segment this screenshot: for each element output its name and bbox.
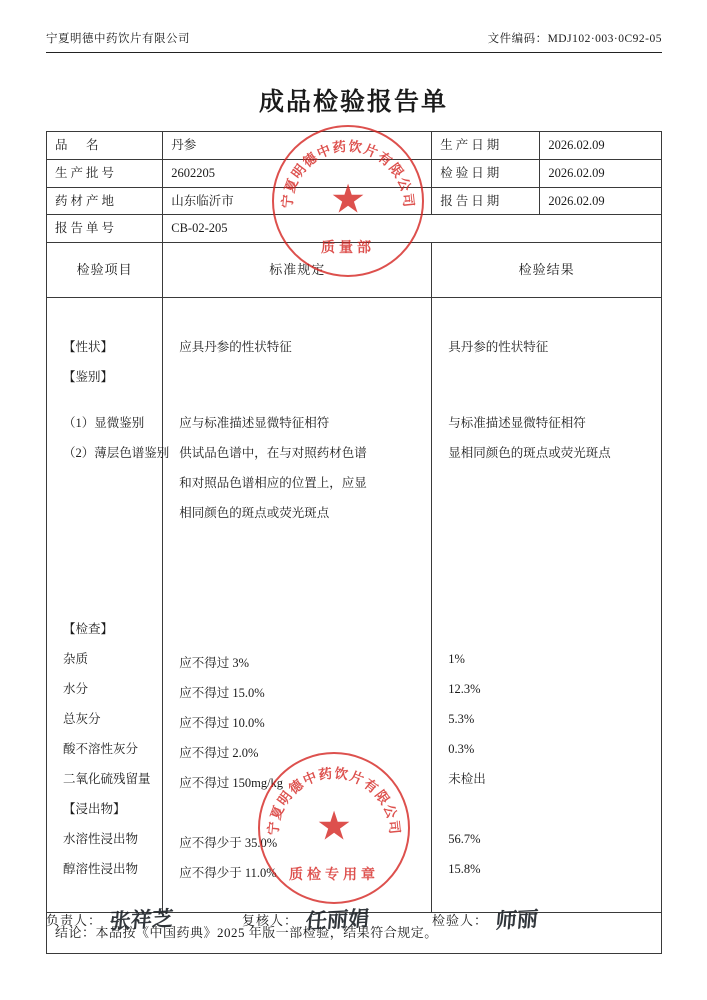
report-table bbox=[46, 131, 662, 954]
item-zonghuifen: 总灰分 bbox=[63, 712, 101, 726]
std-zonghuifen: 应不得过 10.0% bbox=[179, 716, 265, 730]
item-zazhi: 杂质 bbox=[63, 652, 89, 666]
signature-inspector bbox=[432, 899, 622, 934]
column-header-row bbox=[47, 243, 662, 298]
res-zazhi: 1% bbox=[448, 652, 465, 666]
item-suanburong: 酸不溶性灰分 bbox=[63, 742, 139, 756]
report-no-label: 报告单号 bbox=[47, 215, 163, 243]
std-jianbie-2b: 和对照品色谱相应的位置上，应显 bbox=[179, 476, 367, 490]
seal-bottom-sub: 质检专用章 bbox=[289, 868, 379, 883]
inspect-date-label: 检验日期 bbox=[432, 159, 540, 187]
res-chunrong: 15.8% bbox=[448, 862, 481, 876]
inspector-label: 检验人： bbox=[432, 913, 489, 928]
res-shuifen: 12.3% bbox=[448, 682, 481, 696]
seal-top-company: 宁夏明德中药饮片有限公司 bbox=[279, 138, 417, 209]
item-jianbie-2: （2）薄层色谱鉴别 bbox=[63, 446, 170, 460]
product-name-value: 丹参 bbox=[163, 132, 432, 160]
product-name-label: 品 名 bbox=[47, 132, 163, 160]
item-jinchu-title: 【浸出物】 bbox=[63, 802, 126, 816]
origin-value: 山东临沂市 bbox=[163, 187, 432, 215]
inspector-signature: 师丽 bbox=[494, 905, 540, 934]
page-title: 成品检验报告单 bbox=[258, 89, 448, 116]
signature-reviewer bbox=[242, 899, 432, 934]
item-shuifen: 水分 bbox=[63, 682, 89, 696]
std-shuirong: 应不得少于 35.0% bbox=[179, 836, 278, 850]
res-suanburong: 0.3% bbox=[448, 742, 475, 756]
inspection-items-cell bbox=[47, 298, 170, 913]
seal-top-sub: 质量部 bbox=[321, 241, 375, 256]
item-so2: 二氧化硫残留量 bbox=[63, 772, 151, 786]
res-jianbie-2: 显相同颜色的斑点或荧光斑点 bbox=[448, 446, 611, 460]
inspection-results-cell bbox=[432, 298, 662, 913]
res-xingzhuang: 具丹参的性状特征 bbox=[448, 340, 549, 354]
document-code: 文件编码：MDJ102·003·0C92-05 bbox=[487, 33, 662, 45]
reviewer-signature: 任丽娟 bbox=[304, 905, 371, 934]
star-icon: ★ bbox=[330, 176, 366, 222]
production-date-value: 2026.02.09 bbox=[540, 132, 662, 160]
batch-value: 2602205 bbox=[163, 159, 432, 187]
table-row bbox=[47, 132, 662, 160]
std-jianbie-1: 应与标准描述显微特征相符 bbox=[179, 416, 330, 430]
std-jianbie-2a: 供试品色谱中，在与对照药材色谱 bbox=[179, 446, 367, 460]
res-shuirong: 56.7% bbox=[448, 832, 481, 846]
table-row bbox=[47, 215, 662, 243]
document-header bbox=[46, 30, 662, 46]
item-xingzhuang: 【性状】 bbox=[63, 340, 114, 354]
std-chunrong: 应不得少于 11.0% bbox=[179, 866, 277, 880]
company-name: 宁夏明德中药饮片有限公司 bbox=[46, 33, 190, 45]
report-no-value: CB-02-205 bbox=[163, 215, 662, 243]
res-zonghuifen: 5.3% bbox=[448, 712, 475, 726]
column-header-item: 检验项目 bbox=[47, 243, 163, 298]
std-zazhi: 应不得过 3% bbox=[179, 656, 250, 670]
item-shuirong: 水溶性浸出物 bbox=[63, 832, 139, 846]
std-shuifen: 应不得过 15.0% bbox=[179, 686, 265, 700]
responsible-signature: 张祥芝 bbox=[108, 905, 175, 934]
table-row bbox=[47, 159, 662, 187]
inspection-body-row bbox=[47, 298, 662, 913]
batch-label: 生产批号 bbox=[47, 159, 163, 187]
seal-bottom-company: 宁夏明德中药饮片有限公司 bbox=[265, 765, 403, 836]
std-suanburong: 应不得过 2.0% bbox=[179, 746, 259, 760]
std-jianbie-2c: 相同颜色的斑点或荧光斑点 bbox=[179, 506, 330, 520]
std-so2: 应不得过 150mg/kg bbox=[179, 776, 284, 790]
item-chunrong: 醇溶性浸出物 bbox=[63, 862, 139, 876]
report-date-label: 报告日期 bbox=[432, 187, 540, 215]
res-jianbie-1: 与标准描述显微特征相符 bbox=[448, 416, 586, 430]
responsible-label: 负责人： bbox=[46, 913, 103, 928]
item-jianbie-title: 【鉴别】 bbox=[63, 370, 114, 384]
conclusion-text: 结论：本品按《中国药典》2025 年版一部检验，结果符合规定。 bbox=[47, 913, 662, 954]
res-so2: 未检出 bbox=[448, 772, 486, 786]
signature-responsible bbox=[46, 899, 242, 934]
production-date-label: 生产日期 bbox=[432, 132, 540, 160]
inspection-standards-cell bbox=[163, 298, 432, 913]
table-row bbox=[47, 187, 662, 215]
header-divider bbox=[46, 52, 662, 53]
star-icon: ★ bbox=[316, 803, 352, 849]
reviewer-label: 复核人： bbox=[242, 913, 299, 928]
item-jiancha-title: 【检查】 bbox=[63, 622, 114, 636]
inspect-date-value: 2026.02.09 bbox=[540, 159, 662, 187]
std-xingzhuang: 应具丹参的性状特征 bbox=[179, 340, 292, 354]
origin-label: 药材产地 bbox=[47, 187, 163, 215]
item-jianbie-1: （1）显微鉴别 bbox=[63, 416, 145, 430]
column-header-result: 检验结果 bbox=[432, 243, 662, 298]
report-date-value: 2026.02.09 bbox=[540, 187, 662, 215]
column-header-standard: 标准规定 bbox=[163, 243, 432, 298]
